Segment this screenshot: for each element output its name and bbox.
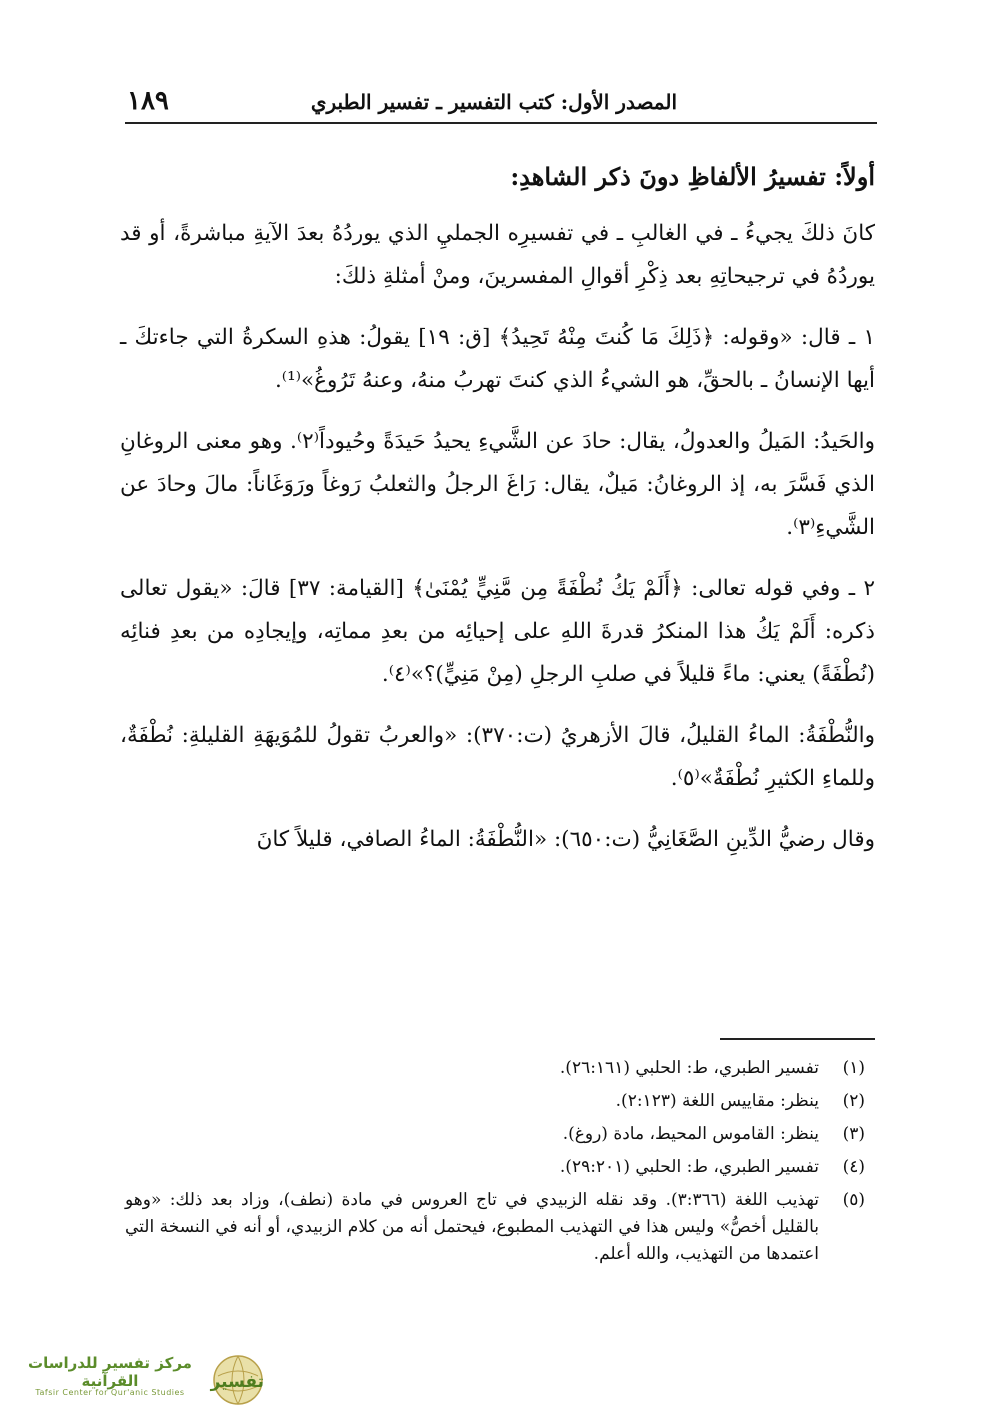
logo-subtitle: Tafsir Center for Qur'anic Studies bbox=[35, 1388, 185, 1397]
paragraph-text: كانَ ذلكَ يجيءُ ـ في الغالبِ ـ في تفسيرِه الجمليِ الذي يوردُهُ بعدَ الآيةِ مباشرةً، أو قد يوردُهُ في ترجيحاتِهِ بعد ذِكْرِ أقوالِ المفسرينَ، ومنْ أمثلةِ ذلكَ: bbox=[120, 221, 875, 289]
running-title: المصدر الأول: كتب التفسير ـ تفسير الطبري bbox=[310, 90, 677, 114]
footnote-text: ينظر: مقاييس اللغة (٢:١٢٣). bbox=[615, 1091, 819, 1111]
main-text bbox=[120, 155, 875, 879]
publisher-logo bbox=[4, 1350, 266, 1412]
footnote-text: تفسير الطبري، ط: الحلبي (٢٩:٢٠١). bbox=[559, 1157, 819, 1177]
logo-name: مركز تفسير للدراسات القرآنية bbox=[28, 1354, 192, 1390]
footnote-number: (٣) bbox=[842, 1124, 865, 1144]
footnote-number: (١) bbox=[842, 1058, 865, 1078]
paragraph-example-1 bbox=[120, 316, 875, 402]
paragraph-nutfa-definition bbox=[120, 714, 875, 800]
footnote-number: (٤) bbox=[842, 1157, 865, 1177]
section-heading: أولاً: تفسيرُ الألفاظِ دونَ ذكر الشاهدِ: bbox=[510, 162, 875, 191]
paragraph-intro bbox=[120, 212, 875, 298]
logo-mark-text: تفسير bbox=[210, 1372, 264, 1392]
footnote-text: تفسير الطبري، ط: الحلبي (٢٦:١٦١). bbox=[559, 1058, 819, 1078]
footnote-item bbox=[125, 1151, 877, 1184]
paragraph-text: ١ ـ قال: «وقوله: ﴿ذَلِكَ مَا كُنتَ مِنْهُ تَحِيدُ﴾ [ق: ١٩] يقولُ: هذهِ السكرةُ التي جاءتكَ ـ أيها الإنسانُ ـ بالحقِّ، هو الشيءُ الذي كنتَ تهربُ منهُ، وعنهُ تَرُوغُ»⁽¹⁾. bbox=[120, 325, 875, 393]
footnote-item bbox=[125, 1085, 877, 1118]
footnote-item bbox=[125, 1184, 877, 1268]
footnote-divider bbox=[720, 1038, 875, 1040]
footnote-number: (٢) bbox=[842, 1091, 865, 1111]
page-header bbox=[125, 86, 877, 124]
footnote-item bbox=[125, 1118, 877, 1151]
paragraph-text: والنُّطْفَةُ: الماءُ القليلُ، قالَ الأزهريُ (ت:٣٧٠): «والعربُ تقولُ للمُوَيهَةِ القليلةِ: نُطْفَةٌ، وللماءِ الكثيرِ نُطْفَةٌ»⁽٥⁾. bbox=[120, 723, 875, 791]
footnote-item bbox=[125, 1052, 877, 1085]
page-number: ١٨٩ bbox=[127, 86, 169, 116]
paragraph-example-2 bbox=[120, 567, 875, 696]
paragraph-text: والحَيدُ: المَيلُ والعدولُ، يقال: حادَ عن الشَّيءِ يحيدُ حَيدَةً وحُيوداً⁽٢⁾. وهو معنى الروغانِ الذي فَسَّرَ به، إذ الروغانُ: مَيلٌ، يقال: رَاغَ الرجلُ والثعلبُ رَوغاً ورَوَغَاناً: مالَ وحادَ عن الشَّيءِ⁽٣⁾. bbox=[120, 429, 875, 540]
paragraph-text: ٢ ـ وفي قوله تعالى: ﴿أَلَمْ يَكُ نُطْفَةً مِن مَّنِيٍّ يُمْنَىٰ﴾ [القيامة: ٣٧] قالَ: «يقول تعالى ذكره: أَلَمْ يَكُ هذا المنكرُ قدرةَ اللهِ على إحيائِه من بعدِ مماتِه، وإيجادِه من بعدِ فنائِه (نُطْفَةً) يعني: ماءً قليلاً في صلبِ الرجلِ (مِنْ مَنِيٍّ)؟»⁽٤⁾. bbox=[120, 576, 875, 687]
footnote-number: (٥) bbox=[842, 1190, 865, 1210]
paragraph-hayd-definition bbox=[120, 420, 875, 549]
footnote-text: تهذيب اللغة (٣:٣٦٦). وقد نقله الزبيدي في تاج العروس في مادة (نطف)، وزاد بعد ذلك: «وهو بالقليل أخصُّ» وليس هذا في التهذيب المطبوع، فيحتمل أنه من كلام الزبيدي، أو أنه في النسخة التي اعتمدها من التهذيب، والله أعلم. bbox=[125, 1190, 820, 1264]
paragraph-saghani bbox=[120, 818, 875, 861]
footnotes bbox=[125, 1052, 877, 1268]
footnote-text: ينظر: القاموس المحيط، مادة (روغ). bbox=[562, 1124, 819, 1144]
paragraph-text: وقال رضيُّ الدِّينِ الصَّغَانِيُّ (ت:٦٥٠): «النُّطْفَةُ: الماءُ الصافي، قليلاً كانَ bbox=[256, 827, 875, 852]
